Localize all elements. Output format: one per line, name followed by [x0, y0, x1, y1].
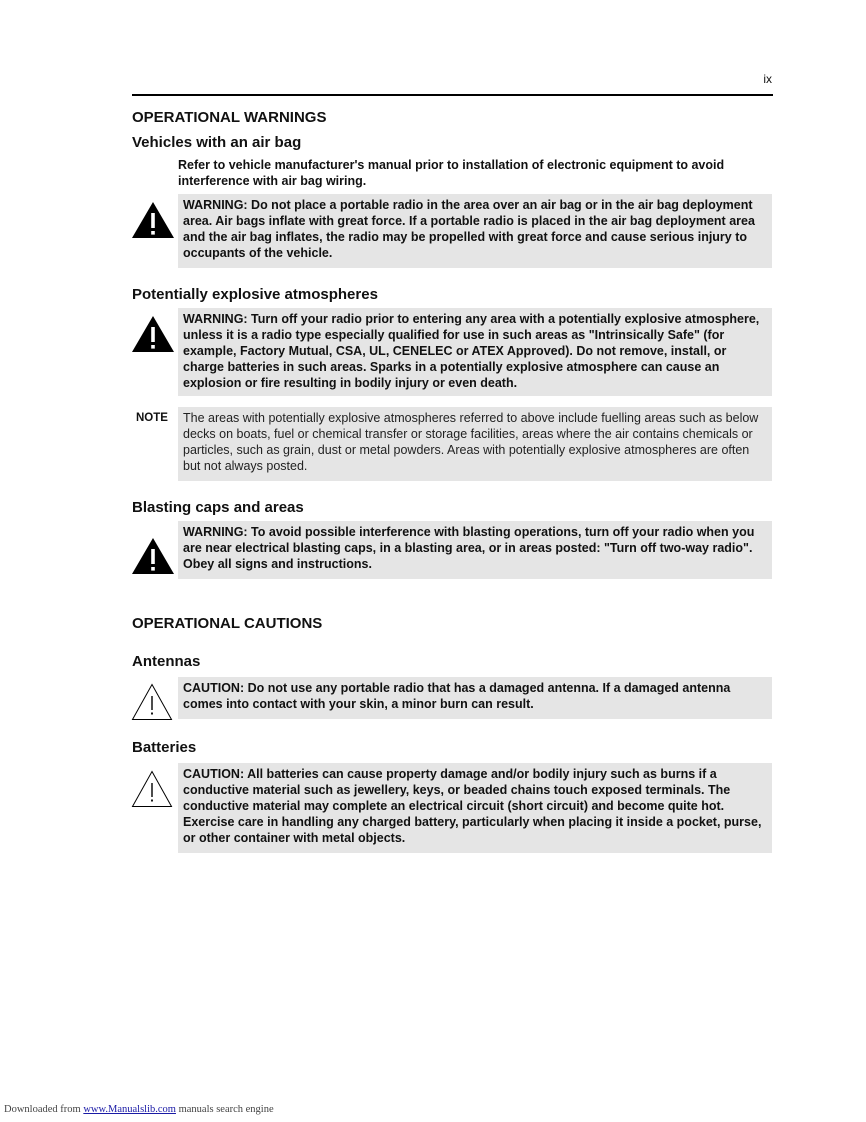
header-rule [132, 94, 773, 96]
blasting-warning-box: WARNING: To avoid possible interference with blasting operations, turn off your radio when you are near electrical blasting caps, in a blasting area, or in areas posted: "Turn off two-way radio". Obey all signs and instructions. [178, 521, 772, 579]
explosive-section-title: Potentially explosive atmospheres [132, 286, 378, 303]
antennas-caution-box: CAUTION: Do not use any portable radio that has a damaged antenna. If a damaged antenna comes into contact with your skin, a minor burn can result. [178, 677, 772, 719]
airbag-intro: Refer to vehicle manufacturer's manual prior to installation of electronic equipment to avoid interference with air bag wiring. [178, 158, 725, 188]
download-footer [4, 1104, 274, 1115]
operational-cautions-heading: OPERATIONAL CAUTIONS [132, 615, 323, 632]
operational-warnings-heading: OPERATIONAL WARNINGS [132, 109, 327, 126]
page-number: ix [763, 72, 772, 86]
explosive-warning-box: WARNING: Turn off your radio prior to entering any area with a potentially explosive atmosphere, unless it is a radio type especially qualified for use in such areas as "Intrinsically Safe" (for example, Factory Mutual, CSA, UL, CENELEC or ATEX Approved). Do not remove, install, or charge batteries in such areas. Sparks in a potentially explosive atmosphere can cause an explosion or fire resulting in bodily injury or even death. [178, 308, 772, 396]
batteries-section-title: Batteries [132, 739, 197, 756]
explosive-note-box: The areas with potentially explosive atmospheres referred to above include fuelling areas such as below decks on boats, fuel or chemical transfer or storage facilities, areas where the air contains chemicals or particles, such as grain, dust or metal powders. Areas with potentially explosive atmospheres are often but not always posted. [178, 407, 772, 481]
caution-triangle-icon [131, 683, 173, 721]
warning-triangle-icon [131, 537, 175, 575]
airbag-section-title: Vehicles with an air bag [132, 134, 302, 151]
manualslib-link[interactable]: www.Manualslib.com [83, 1104, 176, 1115]
caution-triangle-icon [131, 770, 173, 808]
warning-triangle-icon [131, 315, 175, 353]
warning-triangle-icon [131, 201, 175, 239]
antennas-section-title: Antennas [132, 653, 201, 670]
batteries-caution-box: CAUTION: All batteries can cause property damage and/or bodily injury such as burns if a conductive material such as jewellery, keys, or beaded chains touch exposed terminals. The conductive material may complete an electrical circuit (short circuit) and become quite hot. Exercise care in handling any charged battery, particularly when placing it inside a pocket, purse, or other container with metal objects. [178, 763, 772, 853]
airbag-warning-box: WARNING: Do not place a portable radio in the area over an air bag or in the air bag deployment area. Air bags inflate with great force. If a portable radio is placed in the air bag deployment area and the air bag inflates, the radio may be propelled with great force and cause serious injury to occupants of the vehicle. [178, 194, 772, 268]
note-label: NOTE [136, 412, 168, 424]
footer-suffix: manuals search engine [175, 1104, 274, 1115]
footer-prefix: Downloaded from [4, 1104, 84, 1115]
blasting-section-title: Blasting caps and areas [132, 499, 304, 516]
